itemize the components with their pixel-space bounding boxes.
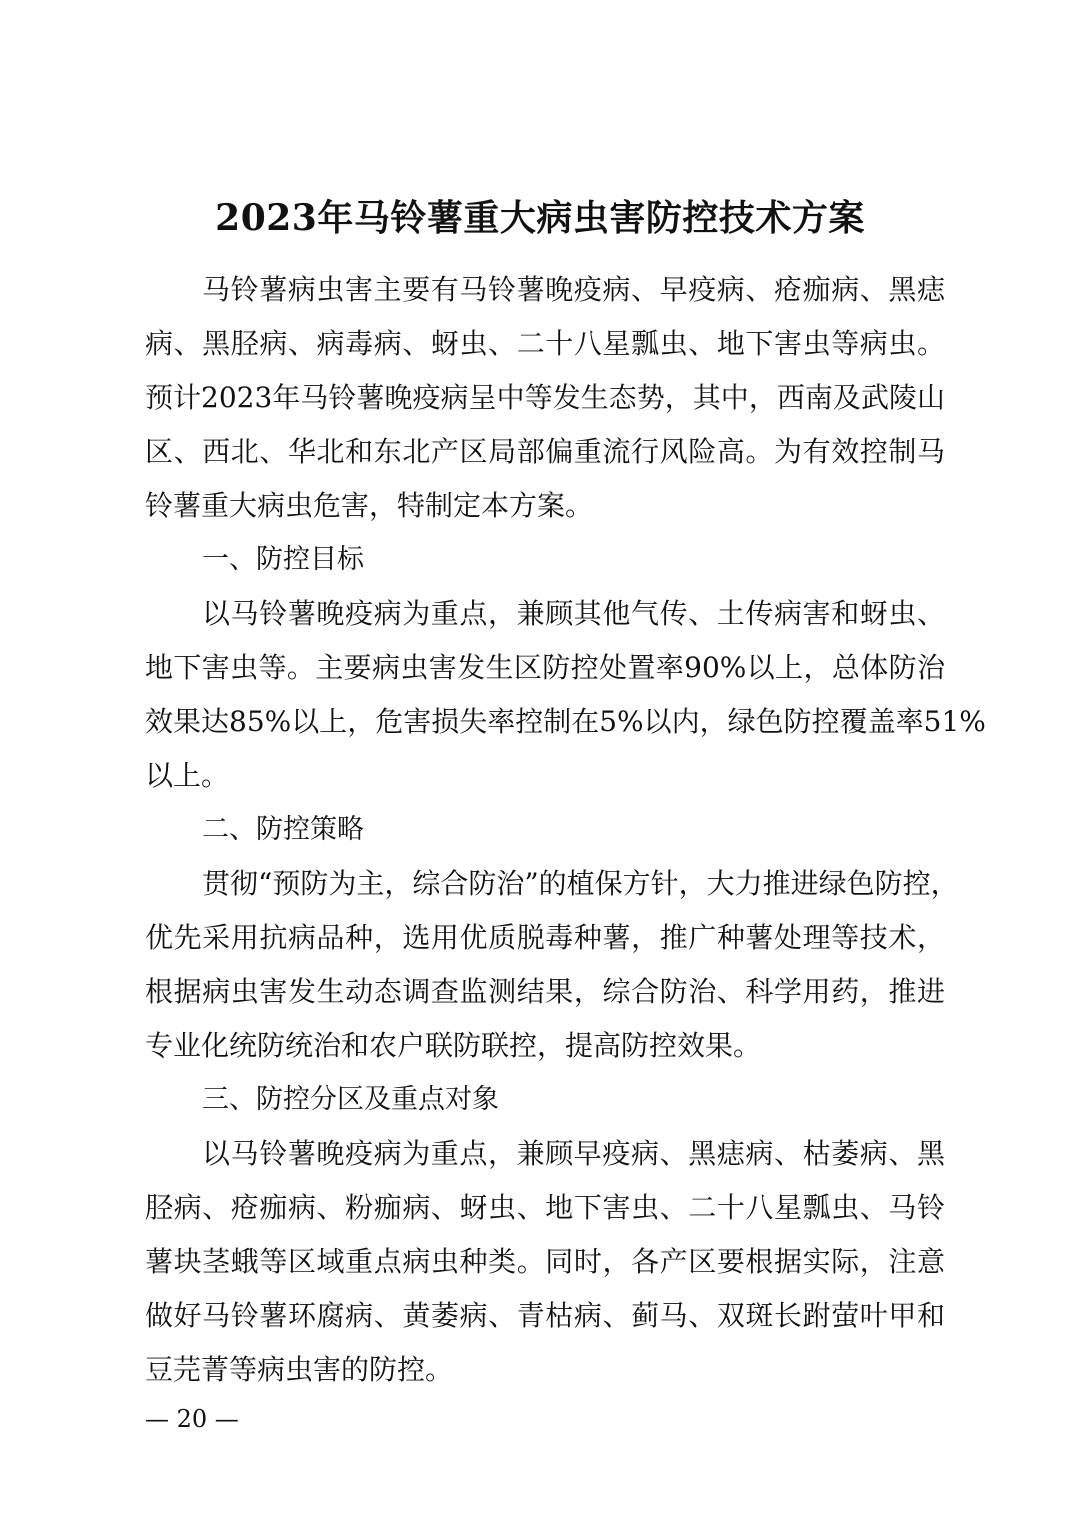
paragraph-line: 铃薯重大病虫危害，特制定本方案。: [145, 489, 594, 522]
section-heading: 二、防控策略: [202, 814, 364, 845]
paragraph-line: 以马铃薯晚疫病为重点，兼顾其他气传、土传病害和蚜虫、: [202, 597, 945, 630]
paragraph-line: 效果达85%以上，危害损失率控制在5%以内，绿色防控覆盖率51%: [145, 705, 986, 738]
paragraph-line: 胫病、疮痂病、粉痂病、蚜虫、地下害虫、二十八星瓢虫、马铃: [145, 1191, 945, 1224]
paragraph-line: 区、西北、华北和东北产区局部偏重流行风险高。为有效控制马: [145, 435, 945, 468]
paragraph-line: 根据病虫害发生动态调查监测结果，综合防治、科学用药，推进: [145, 975, 945, 1008]
paragraph-line: 以上。: [145, 759, 230, 792]
paragraph-line: 以马铃薯晚疫病为重点，兼顾早疫病、黑痣病、枯萎病、黑: [202, 1137, 945, 1170]
document-body: [145, 268, 986, 1402]
paragraph-line: 马铃薯病虫害主要有马铃薯晚疫病、早疫病、疮痂病、黑痣: [202, 273, 945, 306]
document-title: 2023年马铃薯重大病虫害防控技术方案: [215, 197, 865, 239]
paragraph-line: 专业化统防统治和农户联防联控，提高防控效果。: [145, 1029, 762, 1062]
section-heading: 三、防控分区及重点对象: [202, 1084, 499, 1115]
paragraph-line: 地下害虫等。主要病虫害发生区防控处置率90%以上，总体防治: [145, 651, 945, 684]
paragraph-line: 薯块茎蛾等区域重点病虫种类。同时，各产区要根据实际，注意: [145, 1245, 945, 1278]
paragraph-line: 病、黑胫病、病毒病、蚜虫、二十八星瓢虫、地下害虫等病虫。: [145, 327, 945, 360]
paragraph-line: 优先采用抗病品种，选用优质脱毒种薯，推广种薯处理等技术，: [145, 921, 945, 954]
paragraph-line: 贯彻“预防为主，综合防治”的植保方针，大力推进绿色防控，: [202, 867, 959, 900]
paragraph-line: 做好马铃薯环腐病、黄萎病、青枯病、蓟马、双斑长跗萤叶甲和: [145, 1299, 945, 1332]
section-heading: 一、防控目标: [202, 544, 364, 575]
page-number: — 20 —: [145, 1405, 239, 1433]
paragraph-line: 豆芫菁等病虫害的防控。: [145, 1353, 454, 1386]
paragraph-line: 预计2023年马铃薯晚疫病呈中等发生态势，其中，西南及武陵山: [145, 381, 945, 414]
